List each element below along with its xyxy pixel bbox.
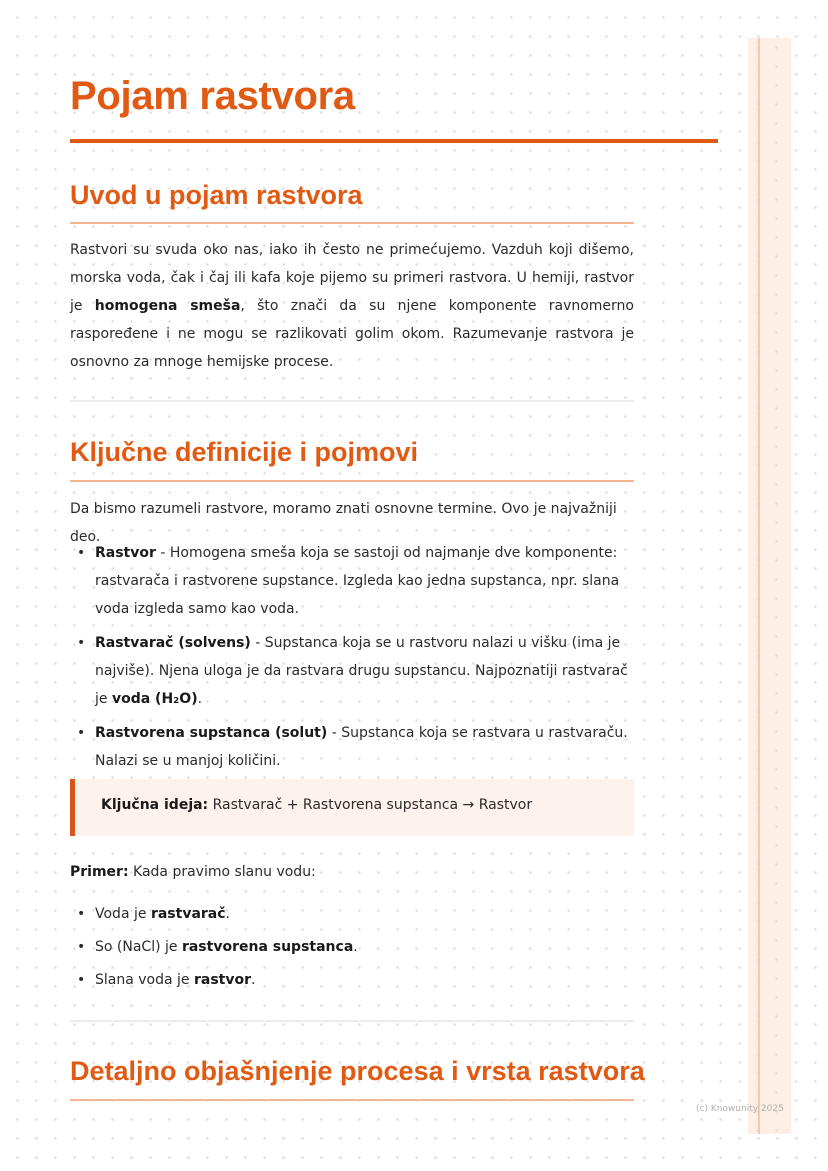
definition-text: - Homogena smeša koja se sastoji od najmanje dve komponente: rastvarača i rastvorene supstance. Izgleda kao jedna supstanca, npr. slana voda izgleda samo kao voda. xyxy=(95,545,620,617)
page-margin-sidebar xyxy=(748,38,791,1134)
footer-copyright: (c) Knowunity 2025 xyxy=(696,1104,784,1114)
intro-text-part1: Rastvori su svuda oko nas, iako ih često ne primećujemo. Vazduh koji dišemo, morska voda, čak i čaj ili kafa koje pijemo su primeri rastvora. U hemiji, rastvor je xyxy=(70,242,634,314)
definitions-intro: Da bismo razumeli rastvore, moramo znati osnovne termine. Ovo je najvažniji deo. xyxy=(70,501,617,545)
definition-term: Rastvarač (solvens) xyxy=(95,635,251,651)
intro-paragraph xyxy=(70,236,634,376)
section-heading-process: Detaljno objašnjenje procesa i vrsta rastvora xyxy=(70,1056,645,1086)
section-separator xyxy=(70,400,634,402)
example-item-bold: rastvor xyxy=(193,972,252,988)
intro-bold-term: homogena smeša xyxy=(94,298,241,314)
example-label: Primer: xyxy=(70,864,129,880)
example-item-text: . xyxy=(353,939,358,955)
definition-text: - Supstanca koja se rastvara u rastvaraču. Nalazi se u manjoj količini. xyxy=(95,725,628,769)
example-item-text: . xyxy=(251,972,256,988)
example-item-bold: rastvorena supstanca xyxy=(181,939,354,955)
examples-list xyxy=(70,900,634,994)
section-heading-intro: Uvod u pojam rastvora xyxy=(70,180,363,210)
list-item xyxy=(95,629,634,713)
section-separator xyxy=(70,1020,634,1022)
definition-term: Rastvorena supstanca (solut) xyxy=(95,725,328,741)
section-heading-underline xyxy=(70,1099,634,1101)
definition-bold-value: voda (H₂O) xyxy=(111,691,198,707)
section-heading-definitions: Ključne definicije i pojmovi xyxy=(70,437,419,467)
section-heading-underline xyxy=(70,222,634,224)
callout-text: Rastvarač + Rastvorena supstanca → Rastvor xyxy=(208,797,533,813)
key-idea-callout xyxy=(70,779,634,836)
list-item xyxy=(95,719,634,775)
title-underline xyxy=(70,139,718,143)
list-item xyxy=(95,539,634,623)
list-item xyxy=(95,933,634,961)
page-title: Pojam rastvora xyxy=(70,74,355,118)
example-item-text: Slana voda je xyxy=(95,972,194,988)
definition-text: - Supstanca koja se u rastvoru nalazi u višku (ima je najviše). Njena uloga je da rastvara drugu supstancu. Najpoznatiji rastvarač je xyxy=(95,635,628,707)
definition-term: Rastvor xyxy=(95,545,156,561)
example-item-text: So (NaCl) je xyxy=(95,939,182,955)
example-text: Kada pravimo slanu vodu: xyxy=(128,864,316,880)
definition-text: . xyxy=(197,691,203,707)
callout-label: Ključna ideja: xyxy=(101,797,209,813)
list-item xyxy=(95,900,634,928)
intro-text-part2: , što znači da su njene komponente ravnomerno raspoređene i ne mogu se razlikovati golim okom. Razumevanje rastvora je osnovno za mnoge hemijske procese. xyxy=(70,298,634,370)
example-item-bold: rastvarač xyxy=(150,906,226,922)
sidebar-divider xyxy=(758,38,760,1134)
list-item xyxy=(95,966,634,994)
example-item-text: . xyxy=(225,906,230,922)
example-intro xyxy=(70,858,634,886)
definitions-list xyxy=(70,539,634,775)
section-heading-underline xyxy=(70,480,634,482)
example-item-text: Voda je xyxy=(95,906,151,922)
